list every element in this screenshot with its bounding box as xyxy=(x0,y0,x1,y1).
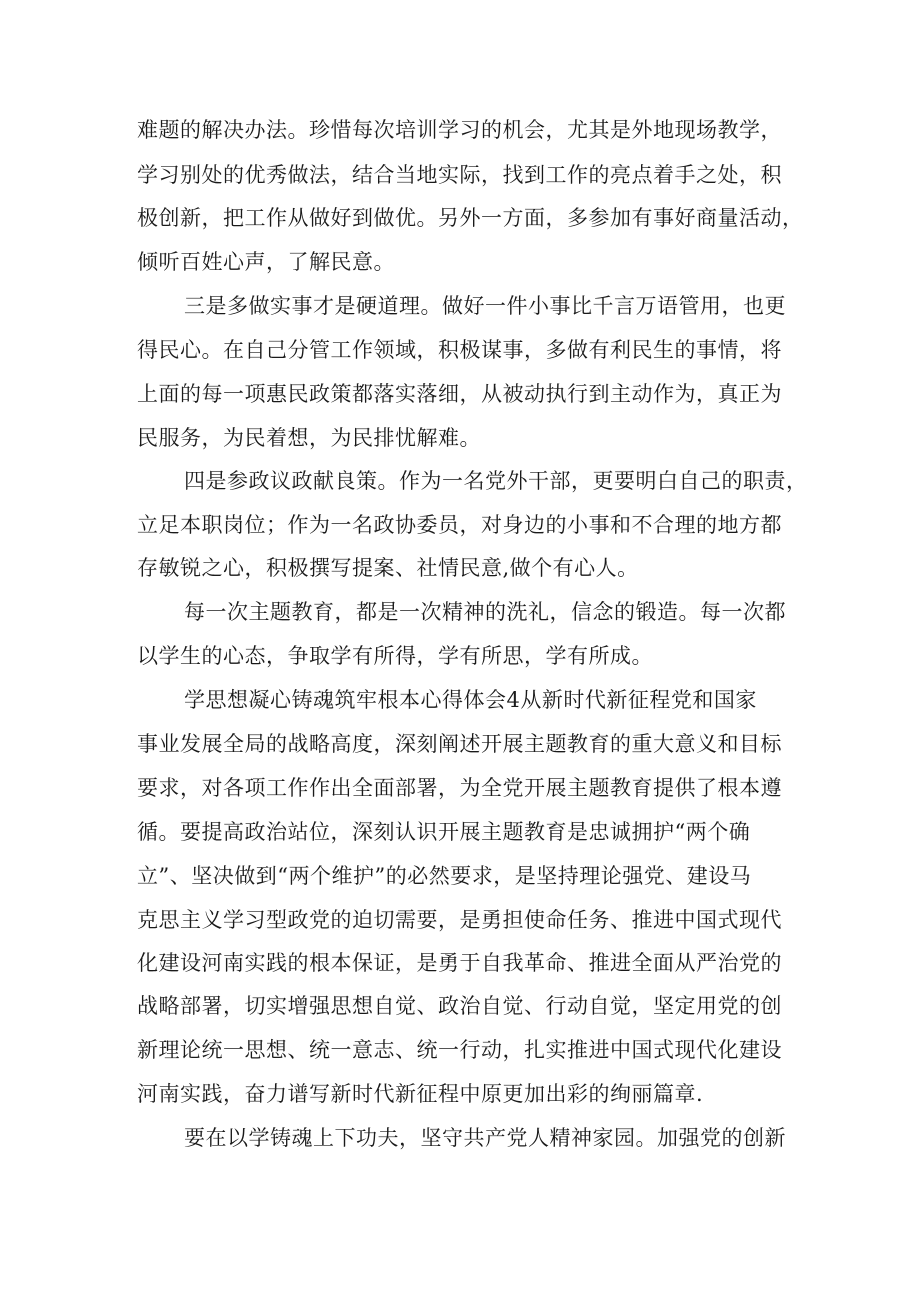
paragraph-first-line: 四是参政议政献良策。作为一名党外干部，更要明白自己的职责， xyxy=(184,469,808,493)
text-line: 立”、坚决做到“两个维护”的必然要求，是坚持理论强党、建设马 xyxy=(137,864,752,888)
text-line: 河南实践，奋力谱写新时代新征程中原更加出彩的绚丽篇章. xyxy=(137,1082,704,1106)
text-line: 以学生的心态，争取学有所得，学有所思，学有所成。 xyxy=(137,644,653,668)
text-line: 循。要提高政治站位，深刻认识开展主题教育是忠诚拥护“两个确 xyxy=(137,820,751,844)
text-line: 上面的每一项惠民政策都落实落细，从被动执行到主动作为，真正为 xyxy=(137,382,782,406)
text-line: 学习别处的优秀做法，结合当地实际，找到工作的亮点着手之处，积 xyxy=(137,163,782,187)
text-line: 新理论统一思想、统一意志、统一行动，扎实推进中国式现代化建设 xyxy=(137,1038,782,1062)
paragraph-first-line: 学思想凝心铸魂筑牢根本心得体会4从新时代新征程党和国家 xyxy=(184,688,757,712)
text-line: 倾听百姓心声，了解民意。 xyxy=(137,250,395,274)
text-line: 立足本职岗位；作为一名政协委员，对身边的小事和不合理的地方都 xyxy=(137,513,782,537)
text-line: 要求，对各项工作作出全面部署，为全党开展主题教育提供了根本遵 xyxy=(137,776,782,800)
text-line: 存敏锐之心，积极撰写提案、社情民意,做个有心人。 xyxy=(137,556,639,580)
text-line: 事业发展全局的战略高度，深刻阐述开展主题教育的重大意义和目标 xyxy=(137,732,782,756)
text-line: 化建设河南实践的根本保证，是勇于自我革命、推进全面从严治党的 xyxy=(137,951,782,975)
text-line: 得民心。在自己分管工作领域，积极谋事，多做有利民生的事情，将 xyxy=(137,338,782,362)
text-line: 克思主义学习型政党的迫切需要，是勇担使命任务、推进中国式现代 xyxy=(137,908,782,932)
paragraph-first-line: 每一次主题教育，都是一次精神的洗礼，信念的锻造。每一次都 xyxy=(184,600,786,624)
paragraph-first-line: 要在以学铸魂上下功夫，坚守共产党人精神家园。加强党的创新 xyxy=(184,1126,786,1150)
paragraph-first-line: 三是多做实事才是硬道理。做好一件小事比千言万语管用，也更 xyxy=(184,294,786,318)
text-line: 难题的解决办法。珍惜每次培训学习的机会，尤其是外地现场教学， xyxy=(137,118,782,142)
text-line: 极创新，把工作从做好到做优。另外一方面，多参加有事好商量活动， xyxy=(137,206,804,230)
text-line: 民服务，为民着想，为民排忧解难。 xyxy=(137,426,481,450)
text-line: 战略部署，切实增强思想自觉、政治自觉、行动自觉，坚定用党的创 xyxy=(137,994,782,1018)
